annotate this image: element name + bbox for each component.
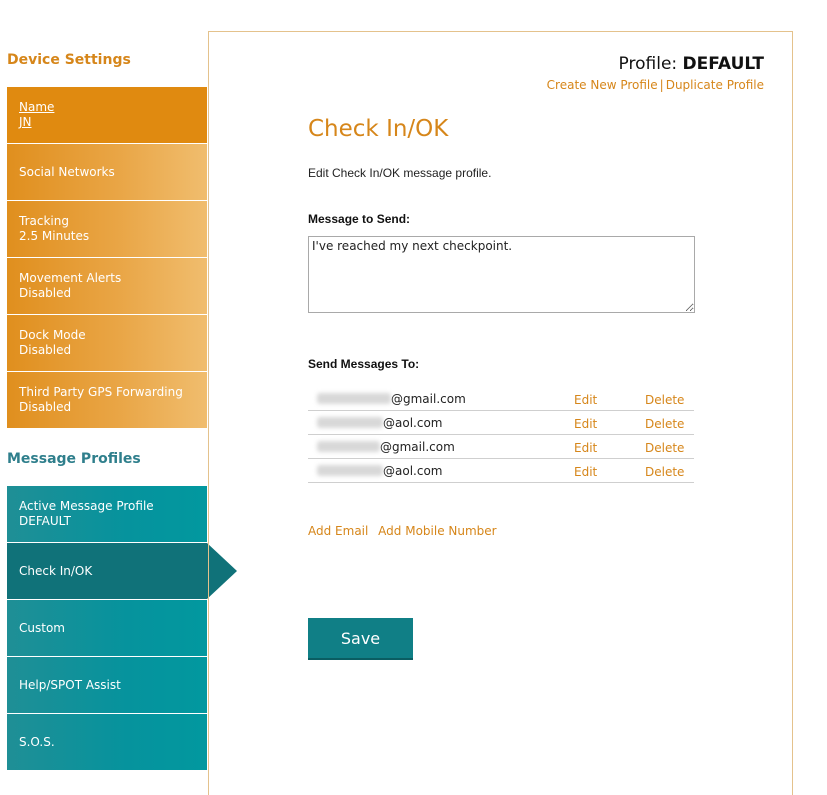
sidebar-item-value: Disabled bbox=[19, 400, 72, 414]
sidebar-item-sos[interactable] bbox=[7, 714, 207, 770]
create-profile-link[interactable]: Create New Profile bbox=[546, 78, 658, 92]
sidebar-item-help-spot-assist[interactable] bbox=[7, 657, 207, 713]
sidebar-item-movement-alerts[interactable] bbox=[7, 258, 207, 314]
redacted-name bbox=[317, 441, 380, 452]
sidebar-item-gps-forwarding[interactable] bbox=[7, 372, 207, 428]
duplicate-profile-link[interactable]: Duplicate Profile bbox=[665, 78, 764, 92]
profile-indicator bbox=[619, 54, 764, 74]
sidebar-item-label: Tracking bbox=[19, 214, 69, 228]
link-separator: | bbox=[659, 78, 664, 92]
recipient-row bbox=[308, 411, 694, 435]
recipient-domain: @gmail.com bbox=[391, 392, 466, 406]
recipient-row bbox=[308, 435, 694, 459]
recipient-list bbox=[308, 387, 694, 483]
redacted-name bbox=[317, 465, 383, 476]
sidebar-item-dock-mode[interactable] bbox=[7, 315, 207, 371]
sidebar-item-value: Disabled bbox=[19, 286, 72, 300]
add-recipient-links bbox=[308, 524, 503, 538]
profile-label: Profile: bbox=[618, 54, 678, 74]
redacted-name bbox=[317, 417, 383, 428]
sidebar-item-custom[interactable] bbox=[7, 600, 207, 656]
sidebar-item-label: S.O.S. bbox=[19, 734, 55, 749]
sidebar-item-label: Help/SPOT Assist bbox=[19, 677, 121, 692]
redacted-name bbox=[317, 393, 391, 404]
sidebar-item-value: JN bbox=[19, 115, 32, 129]
sidebar-item-social-networks[interactable] bbox=[7, 144, 207, 200]
sidebar bbox=[0, 0, 240, 795]
page-title: Check In/OK bbox=[308, 116, 449, 142]
save-button[interactable]: Save bbox=[308, 618, 413, 660]
device-settings-heading: Device Settings bbox=[7, 52, 131, 68]
profile-name: DEFAULT bbox=[682, 54, 764, 74]
sidebar-item-active-profile[interactable] bbox=[7, 486, 207, 542]
sidebar-item-tracking[interactable] bbox=[7, 201, 207, 257]
message-textarea[interactable] bbox=[308, 236, 695, 313]
delete-recipient-link[interactable]: Delete bbox=[645, 417, 685, 431]
sidebar-item-value: DEFAULT bbox=[19, 514, 71, 528]
sidebar-item-label: Name bbox=[19, 100, 55, 114]
sidebar-item-label: Movement Alerts bbox=[19, 271, 122, 285]
sidebar-item-value: 2.5 Minutes bbox=[19, 229, 90, 243]
sidebar-item-label: Third Party GPS Forwarding bbox=[19, 385, 183, 399]
sidebar-item-value: Disabled bbox=[19, 343, 72, 357]
add-email-link[interactable]: Add Email bbox=[308, 524, 369, 538]
recipient-domain: @gmail.com bbox=[380, 440, 455, 454]
delete-recipient-link[interactable]: Delete bbox=[645, 465, 685, 479]
edit-recipient-link[interactable]: Edit bbox=[574, 393, 598, 407]
sidebar-item-label: Custom bbox=[19, 620, 65, 635]
edit-recipient-link[interactable]: Edit bbox=[574, 465, 598, 479]
message-label: Message to Send: bbox=[308, 212, 411, 226]
profile-links bbox=[547, 78, 764, 92]
recipient-domain: @aol.com bbox=[383, 464, 443, 478]
sidebar-item-check-in-ok[interactable] bbox=[7, 543, 207, 599]
sidebar-item-label: Dock Mode bbox=[19, 328, 86, 342]
recipient-row bbox=[308, 459, 694, 483]
page-description: Edit Check In/OK message profile. bbox=[308, 166, 492, 180]
edit-recipient-link[interactable]: Edit bbox=[574, 441, 598, 455]
sidebar-item-label: Active Message Profile bbox=[19, 499, 154, 513]
recipient-row bbox=[308, 387, 694, 411]
sidebar-item-name[interactable] bbox=[7, 87, 207, 143]
main-panel bbox=[208, 31, 793, 795]
delete-recipient-link[interactable]: Delete bbox=[645, 393, 685, 407]
add-mobile-number-link[interactable]: Add Mobile Number bbox=[378, 524, 497, 538]
send-to-label: Send Messages To: bbox=[308, 357, 420, 371]
edit-recipient-link[interactable]: Edit bbox=[574, 417, 598, 431]
sidebar-item-label: Check In/OK bbox=[19, 563, 93, 578]
sidebar-item-label: Social Networks bbox=[19, 164, 115, 179]
delete-recipient-link[interactable]: Delete bbox=[645, 441, 685, 455]
message-profiles-heading: Message Profiles bbox=[7, 451, 141, 467]
recipient-domain: @aol.com bbox=[383, 416, 443, 430]
